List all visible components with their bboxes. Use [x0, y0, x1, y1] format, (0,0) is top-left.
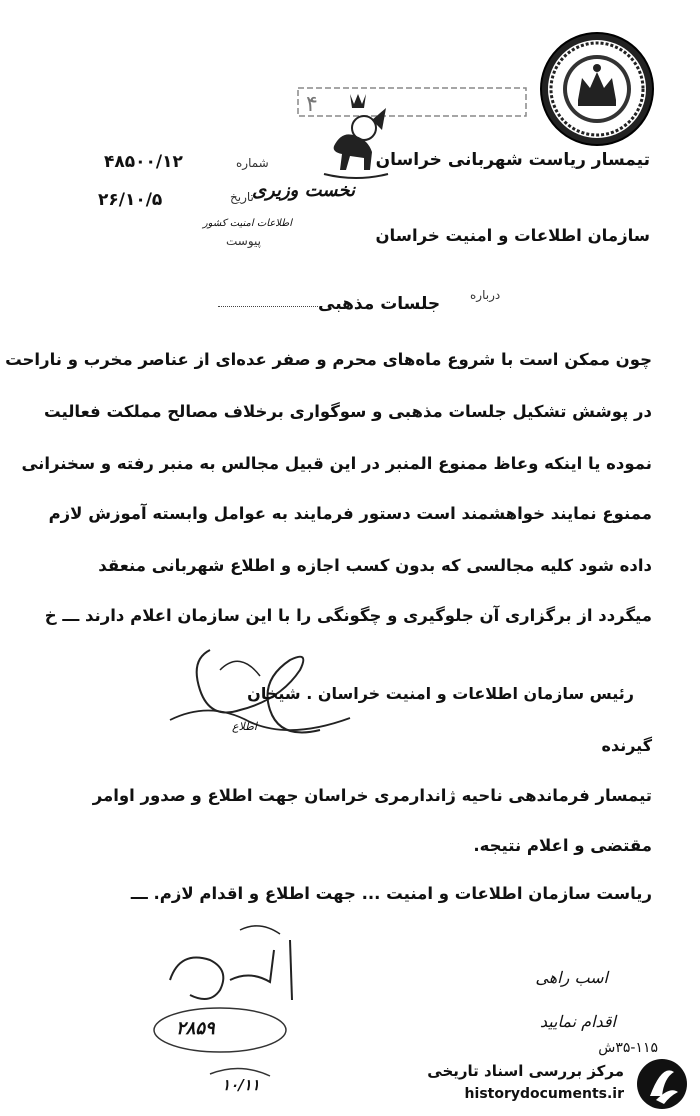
handwritten-note-2: اقدام نمایید — [539, 1012, 616, 1031]
archive-logo-icon — [634, 1056, 690, 1112]
handwritten-note-1: اسب راهی — [535, 968, 608, 987]
letter-number: ۴۸۵۰۰/۱۲ — [104, 152, 183, 172]
subject-text: جلسات مذهبی — [318, 294, 441, 314]
recipient-line-3: ریاست سازمان اطلاعات و امنیت ... جهت اطلاع و اقدام لازم. ـــ — [130, 884, 652, 903]
handwritten-number-2: ۱۰/۱۱ — [222, 1076, 260, 1094]
body-line-3: نموده یا اینکه وعاظ ممنوع المنبر در این قبیل مجالس به منبر رفته و سخنرانی — [21, 454, 652, 473]
body-line-5: داده شود کلیه مجالسی که بدون کسب اجازه و اطلاع شهربانی منعقد — [98, 556, 652, 575]
recipient-handwritten-note: اطلاعات امنیت کشور — [202, 218, 292, 229]
body-line-6: میگردد از برگزاری آن جلوگیری و چگونگی را با این سازمان اعلام دارند ـــ خ — [44, 606, 652, 625]
archive-code: ۳۵-۱۱۵ش — [598, 1040, 658, 1056]
sender-org-title: تیمسار ریاست شهربانی خراسان — [375, 150, 650, 170]
attachment-label: پیوست — [226, 234, 261, 248]
number-label: شماره — [236, 156, 269, 170]
handwritten-signature-2-icon — [150, 920, 330, 1010]
body-line-4: ممنوع نمایند خواهشمند است دستور فرمایند به عوامل وابسته آموزش لازم — [48, 504, 652, 523]
archive-url: historydocuments.ir — [464, 1086, 624, 1102]
recipients-heading: گیرنده — [601, 736, 652, 755]
body-line-2: در پوشش تشکیل جلسات مذهبی و سوگواری برخلاف مصالح مملکت فعالیت — [44, 402, 652, 421]
handwritten-number-scribble-icon — [150, 1000, 290, 1100]
body-line-1: چون ممکن است با شروع ماه‌های محرم و صفر عده‌ای از عناصر مخرب و ناراحت — [5, 350, 652, 369]
subject-label: درباره — [470, 288, 501, 302]
handwritten-number-1: ۲۸۵۹ — [176, 1018, 215, 1039]
emblem-seal-icon — [538, 30, 656, 148]
signatory-title: رئیس سازمان اطلاعات و امنیت خراسان . شیخان — [247, 684, 634, 703]
ministry-handwritten: نخست وزیری — [251, 180, 355, 201]
subject-dots — [218, 306, 318, 307]
recipient-title: سازمان اطلاعات و امنیت خراسان — [375, 226, 650, 245]
recipient-line-1: تیمسار فرماندهی ناحیه ژاندارمری خراسان جهت اطلاع و صدور اوامر — [92, 786, 652, 805]
archive-center-title: مرکز بررسی اسناد تاریخی — [427, 1062, 624, 1080]
stamp-number: ۴ — [306, 92, 318, 117]
date-label: تاریخ — [230, 190, 254, 204]
signature-note: اطلاع — [232, 720, 257, 733]
recipient-line-2: مقتضی و اعلام نتیجه. — [473, 836, 652, 855]
letter-date: ۲۶/۱۰/۵ — [98, 190, 163, 210]
